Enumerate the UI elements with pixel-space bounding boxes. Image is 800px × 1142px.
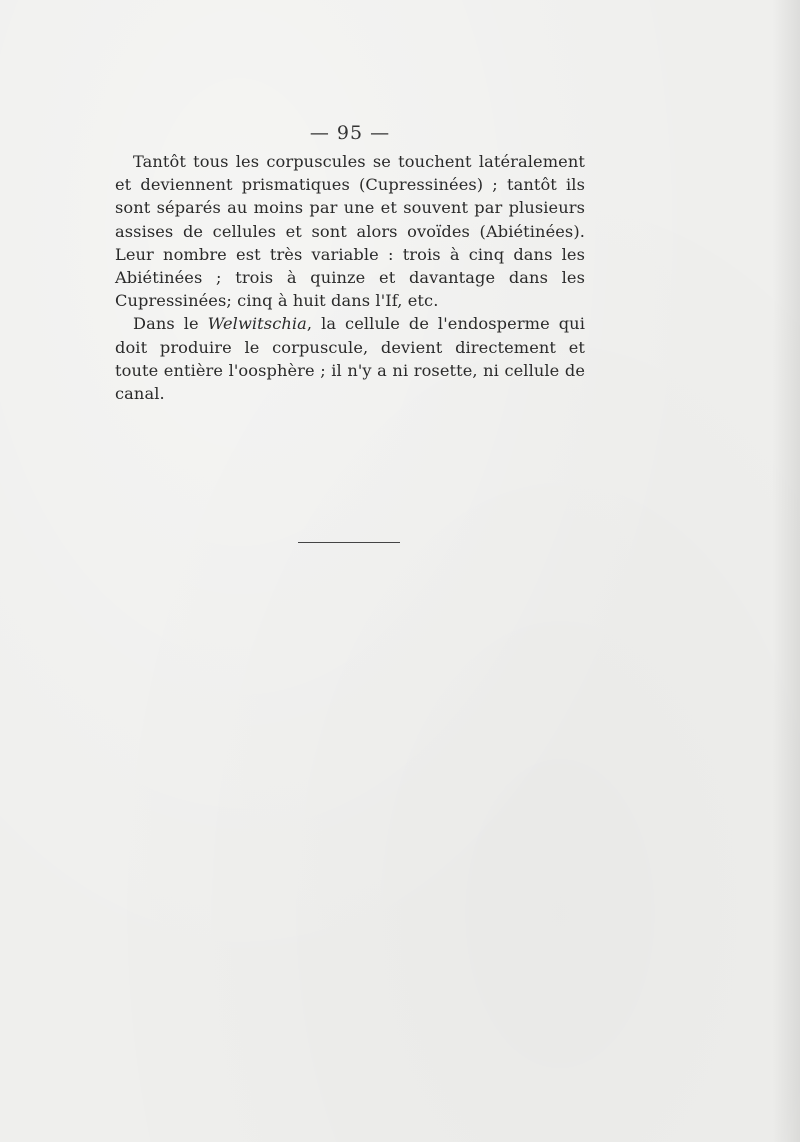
page-edge-shadow [772, 0, 800, 1142]
body-text [115, 150, 585, 405]
paragraph-1 [115, 150, 585, 312]
paragraph-1-text: Tantôt tous les corpuscules se touchent latéralement et deviennent prismatiques (Cupressinées) ; tantôt ils sont séparés au moins par une et souvent par plusieurs assises de cellules et sont alors ovoïdes (Abiétinées). Leur nombre est très variable : trois à cinq dans les Abiétinées ; trois à quinze et davantage dans les Cupressinées; cinq à huit dans l'If, etc. [115, 152, 585, 311]
paragraph-2-rest: , la cellule de l'endosperme qui doit produire le corpuscule, devient directement et toute entière l'oosphère ; il n'y a ni rosette, ni cellule de canal. [115, 314, 585, 404]
section-end-rule [298, 542, 400, 543]
page-number: — 95 — [309, 122, 391, 144]
paragraph-2 [115, 312, 585, 405]
paragraph-2-lead: Dans le [133, 314, 208, 334]
paragraph-2-italic-term: Welwitschia [207, 314, 307, 334]
